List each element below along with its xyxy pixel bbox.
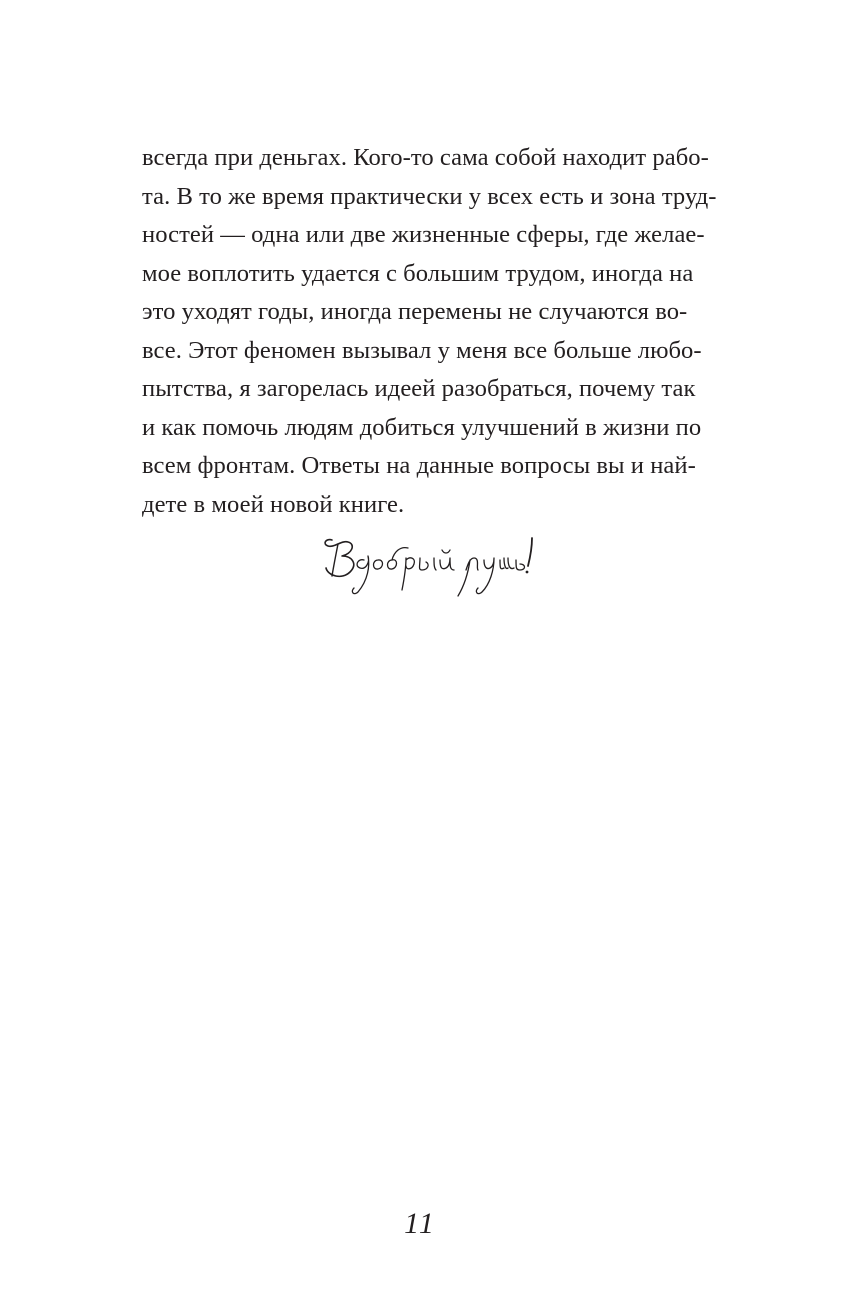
text-line: ностей — одна или две жизненные сферы, где желае- [142,221,705,248]
text-line: всегда при деньгах. Кого-то сама собой находит рабо- [142,144,709,171]
text-line: мое воплотить удается с большим трудом, иногда на [142,259,694,287]
handwritten-signature [318,526,548,606]
text-line: все. Этот феномен вызывал у меня все больше любо- [142,336,702,364]
text-line: та. В то же время практически у всех есть и зона труд- [142,182,717,210]
text-line: пытства, я загорелась идеей разобраться, почему так [142,375,696,402]
page-number: 11 [404,1207,436,1240]
text-line: и как помочь людям добиться улучшений в жизни по [142,413,702,441]
text-line: всем фронтам. Ответы на данные вопросы вы и най- [142,452,696,479]
text-line: это уходят годы, иногда перемены не случаются во- [142,298,688,325]
text-line: дете в моей новой книге. [142,490,405,518]
signature-drawing [318,526,548,606]
body-text [142,139,717,524]
